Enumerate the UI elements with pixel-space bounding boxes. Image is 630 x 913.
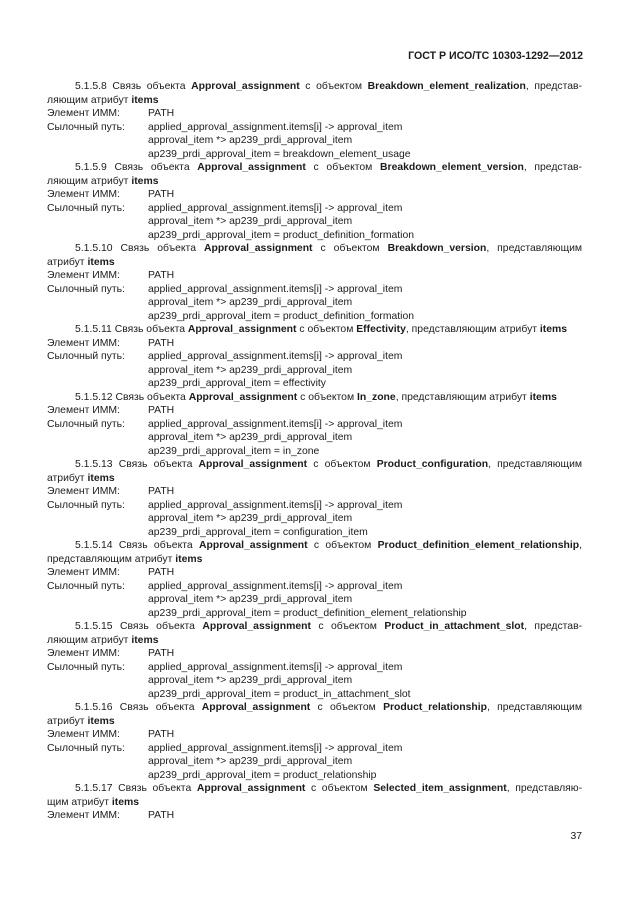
mapping-section — [47, 620, 582, 701]
ref-path-row — [47, 418, 582, 432]
ref-path-label: Сылочный путь: — [47, 661, 125, 673]
heading-text: Связь объекта — [120, 243, 196, 254]
ref-path-line: applied_approval_assignment.items[i] -> approval_item — [148, 499, 403, 511]
ref-path-line: approval_item *> ap239_prdi_approval_item — [148, 216, 353, 227]
element-row — [47, 404, 582, 418]
section-number: 5.1.5.11 — [75, 324, 112, 335]
ref-path-line: applied_approval_assignment.items[i] -> approval_item — [148, 202, 403, 214]
section-number: 5.1.5.8 — [75, 81, 107, 92]
ref-path-row — [47, 202, 582, 216]
ref-path-line: ap239_prdi_approval_item = product_definition_formation — [148, 229, 415, 241]
element-label: Элемент ИММ: — [47, 810, 120, 821]
heading-text: , представляющим атрибут — [47, 540, 583, 565]
heading-text: с объектом — [311, 783, 368, 794]
ref-path-label: Сылочный путь: — [47, 351, 125, 362]
heading-text: с объектом — [320, 243, 380, 254]
ref-path-line: ap239_prdi_approval_item = product_relationship — [148, 769, 377, 781]
mapping-section — [47, 242, 582, 323]
ref-path-label: Сылочный путь: — [47, 202, 125, 214]
section-number: 5.1.5.17 — [75, 783, 113, 794]
element-row — [47, 566, 582, 580]
section-number: 5.1.5.15 — [75, 621, 113, 632]
heading-text: с объектом — [300, 391, 355, 403]
ref-path-line: approval_item *> ap239_prdi_approval_item — [148, 135, 353, 146]
target-entity: Breakdown_element_realization — [367, 81, 526, 92]
heading-text: с объектом — [305, 81, 363, 92]
source-entity: Approval_assignment — [191, 81, 300, 92]
element-value: PATH — [148, 486, 175, 497]
heading-text: с объектом — [318, 621, 377, 632]
target-entity: Selected_item_assignment — [373, 783, 507, 794]
source-entity: Approval_assignment — [196, 783, 306, 794]
section-number: 5.1.5.14 — [75, 540, 113, 551]
ref-path-line: approval_item *> ap239_prdi_approval_item — [148, 513, 353, 524]
attribute-name: items — [87, 256, 115, 268]
element-value: PATH — [148, 270, 175, 281]
section-heading — [47, 539, 582, 566]
heading-text: Связь объекта — [120, 621, 195, 632]
source-entity: Approval_assignment — [187, 324, 297, 335]
ref-path-line: ap239_prdi_approval_item = effectivity — [148, 378, 327, 389]
section-number: 5.1.5.9 — [75, 162, 107, 173]
target-entity: Product_configuration — [376, 459, 489, 470]
ref-path-label: Сылочный путь: — [47, 580, 125, 592]
heading-text: , представляющим атрибут — [47, 702, 582, 727]
attribute-name: items — [87, 715, 115, 727]
element-label: Элемент ИММ: — [47, 108, 120, 119]
element-label: Элемент ИММ: — [47, 270, 120, 281]
element-value: PATH — [148, 189, 175, 200]
attribute-name: items — [111, 796, 139, 808]
element-value: PATH — [148, 405, 175, 416]
heading-text: Связь объекта — [112, 81, 186, 92]
heading-text: Связь объекта — [118, 540, 193, 551]
mapping-section — [47, 323, 582, 391]
ref-path-row — [47, 499, 582, 513]
ref-path-line: ap239_prdi_approval_item = in_zone — [148, 445, 320, 457]
section-number: 5.1.5.13 — [75, 459, 113, 470]
source-entity: Approval_assignment — [203, 243, 313, 254]
ref-path-row — [47, 350, 582, 364]
target-entity: Breakdown_version — [387, 243, 487, 254]
heading-text: Связь объекта — [119, 702, 195, 713]
section-number: 5.1.5.12 — [75, 391, 113, 403]
ref-path-label: Сылочный путь: — [47, 283, 125, 295]
section-number: 5.1.5.10 — [75, 243, 113, 254]
section-heading — [47, 161, 582, 188]
ref-path-line: applied_approval_assignment.items[i] -> approval_item — [148, 418, 403, 430]
target-entity: Product_relationship — [383, 702, 487, 713]
ref-path-label: Сылочный путь: — [47, 742, 125, 754]
element-value: PATH — [148, 648, 175, 659]
attribute-name: items — [131, 634, 159, 646]
ref-path-row — [47, 121, 582, 135]
element-row — [47, 107, 582, 121]
target-entity: Breakdown_element_version — [380, 162, 524, 173]
mapping-section — [47, 80, 582, 161]
ref-path-line: applied_approval_assignment.items[i] -> approval_item — [148, 661, 403, 673]
ref-path-label: Сылочный путь: — [47, 418, 125, 430]
section-heading — [47, 782, 582, 809]
heading-text: с объектом — [317, 702, 376, 713]
mapping-section — [47, 539, 582, 620]
ref-path-row — [47, 742, 582, 756]
heading-text: , представляющим атрибут — [395, 391, 527, 403]
element-label: Элемент ИММ: — [47, 567, 120, 578]
heading-text: , представляющим атрибут — [405, 324, 538, 335]
ref-path-label: Сылочный путь: — [47, 121, 125, 133]
attribute-name: items — [87, 472, 115, 484]
attribute-name: items — [131, 175, 159, 187]
heading-text: Связь объекта — [118, 459, 193, 470]
source-entity: Approval_assignment — [198, 459, 308, 470]
ref-path-line: approval_item *> ap239_prdi_approval_item — [148, 297, 353, 308]
heading-text: Связь объекта — [118, 783, 192, 794]
ref-path-line: approval_item *> ap239_prdi_approval_item — [148, 432, 353, 443]
mapping-section — [47, 458, 582, 539]
ref-path-line: applied_approval_assignment.items[i] -> approval_item — [148, 580, 403, 592]
ref-path-line: approval_item *> ap239_prdi_approval_item — [148, 594, 353, 605]
section-heading — [47, 701, 582, 728]
ref-path-label: Сылочный путь: — [47, 499, 125, 511]
heading-text: Связь объекта — [114, 324, 186, 335]
target-entity: Product_in_attachment_slot — [384, 621, 525, 632]
ref-path-line: approval_item *> ap239_prdi_approval_item — [148, 675, 353, 686]
ref-path-line: ap239_prdi_approval_item = breakdown_element_usage — [148, 148, 411, 160]
element-row — [47, 485, 582, 499]
heading-text: Связь объекта — [114, 162, 190, 173]
mapping-section — [47, 391, 582, 459]
section-heading — [47, 391, 582, 405]
element-value: PATH — [148, 810, 175, 821]
element-label: Элемент ИММ: — [47, 405, 120, 416]
element-row — [47, 269, 582, 283]
ref-path-line: ap239_prdi_approval_item = product_definition_formation — [148, 310, 415, 322]
heading-text: , представ-ляющим атрибут — [47, 162, 583, 187]
heading-text: с объектом — [313, 162, 373, 173]
ref-path-line: ap239_prdi_approval_item = product_definition_element_relationship — [148, 607, 467, 619]
heading-text: с объектом — [313, 540, 372, 551]
heading-text: Связь объекта — [115, 391, 186, 403]
document-body — [47, 80, 582, 823]
section-heading — [47, 620, 582, 647]
ref-path-line: applied_approval_assignment.items[i] -> approval_item — [148, 742, 403, 754]
source-entity: Approval_assignment — [197, 162, 306, 173]
element-label: Элемент ИММ: — [47, 337, 120, 349]
section-heading — [47, 458, 582, 485]
heading-text: , представ-ляющим атрибут — [47, 81, 583, 106]
ref-path-line: ap239_prdi_approval_item = product_in_attachment_slot — [148, 688, 411, 700]
ref-path-line: applied_approval_assignment.items[i] -> approval_item — [148, 283, 403, 295]
element-row — [47, 188, 582, 202]
document-header: ГОСТ Р ИСО/ТС 10303-1292—2012 — [408, 50, 583, 62]
heading-text: , представ-ляющим атрибут — [47, 621, 583, 646]
heading-text: с объектом — [313, 459, 371, 470]
ref-path-row — [47, 283, 582, 297]
element-label: Элемент ИММ: — [47, 189, 120, 200]
section-heading — [47, 323, 582, 337]
source-entity: Approval_assignment — [199, 540, 308, 551]
heading-text: , представляющим атрибут — [47, 459, 583, 484]
source-entity: Approval_assignment — [201, 702, 311, 713]
mapping-section — [47, 782, 582, 823]
target-entity: In_zone — [357, 391, 396, 403]
ref-path-row — [47, 580, 582, 594]
attribute-name: items — [131, 94, 159, 106]
heading-text: , представляющим атрибут — [47, 243, 583, 268]
element-value: PATH — [148, 729, 175, 740]
source-entity: Approval_assignment — [202, 621, 311, 632]
ref-path-line: applied_approval_assignment.items[i] -> approval_item — [148, 121, 403, 133]
target-entity: Product_definition_element_relationship — [377, 540, 580, 551]
element-label: Элемент ИММ: — [47, 729, 120, 740]
element-row — [47, 337, 582, 351]
ref-path-row — [47, 661, 582, 675]
attribute-name: items — [539, 324, 568, 335]
element-row — [47, 647, 582, 661]
element-row — [47, 728, 582, 742]
sections-list — [47, 80, 582, 823]
element-value: PATH — [148, 567, 175, 578]
element-label: Элемент ИММ: — [47, 486, 120, 497]
mapping-section — [47, 701, 582, 782]
ref-path-line: ap239_prdi_approval_item = configuration_item — [148, 526, 368, 538]
attribute-name: items — [175, 553, 203, 565]
page-number: 37 — [570, 831, 582, 842]
ref-path-line: approval_item *> ap239_prdi_approval_item — [148, 364, 353, 376]
element-value: PATH — [148, 337, 175, 349]
element-label: Элемент ИММ: — [47, 648, 120, 659]
element-row — [47, 809, 582, 823]
heading-text: , представляю-щим атрибут — [47, 783, 583, 808]
mapping-section — [47, 161, 582, 242]
section-number: 5.1.5.16 — [75, 702, 113, 713]
section-heading — [47, 80, 582, 107]
attribute-name: items — [529, 391, 557, 403]
source-entity: Approval_assignment — [188, 391, 298, 403]
ref-path-line: applied_approval_assignment.items[i] -> approval_item — [148, 351, 403, 362]
element-value: PATH — [148, 108, 175, 119]
heading-text: с объектом — [299, 324, 354, 335]
ref-path-line: approval_item *> ap239_prdi_approval_item — [148, 756, 353, 767]
section-heading — [47, 242, 582, 269]
target-entity: Effectivity — [356, 324, 406, 335]
